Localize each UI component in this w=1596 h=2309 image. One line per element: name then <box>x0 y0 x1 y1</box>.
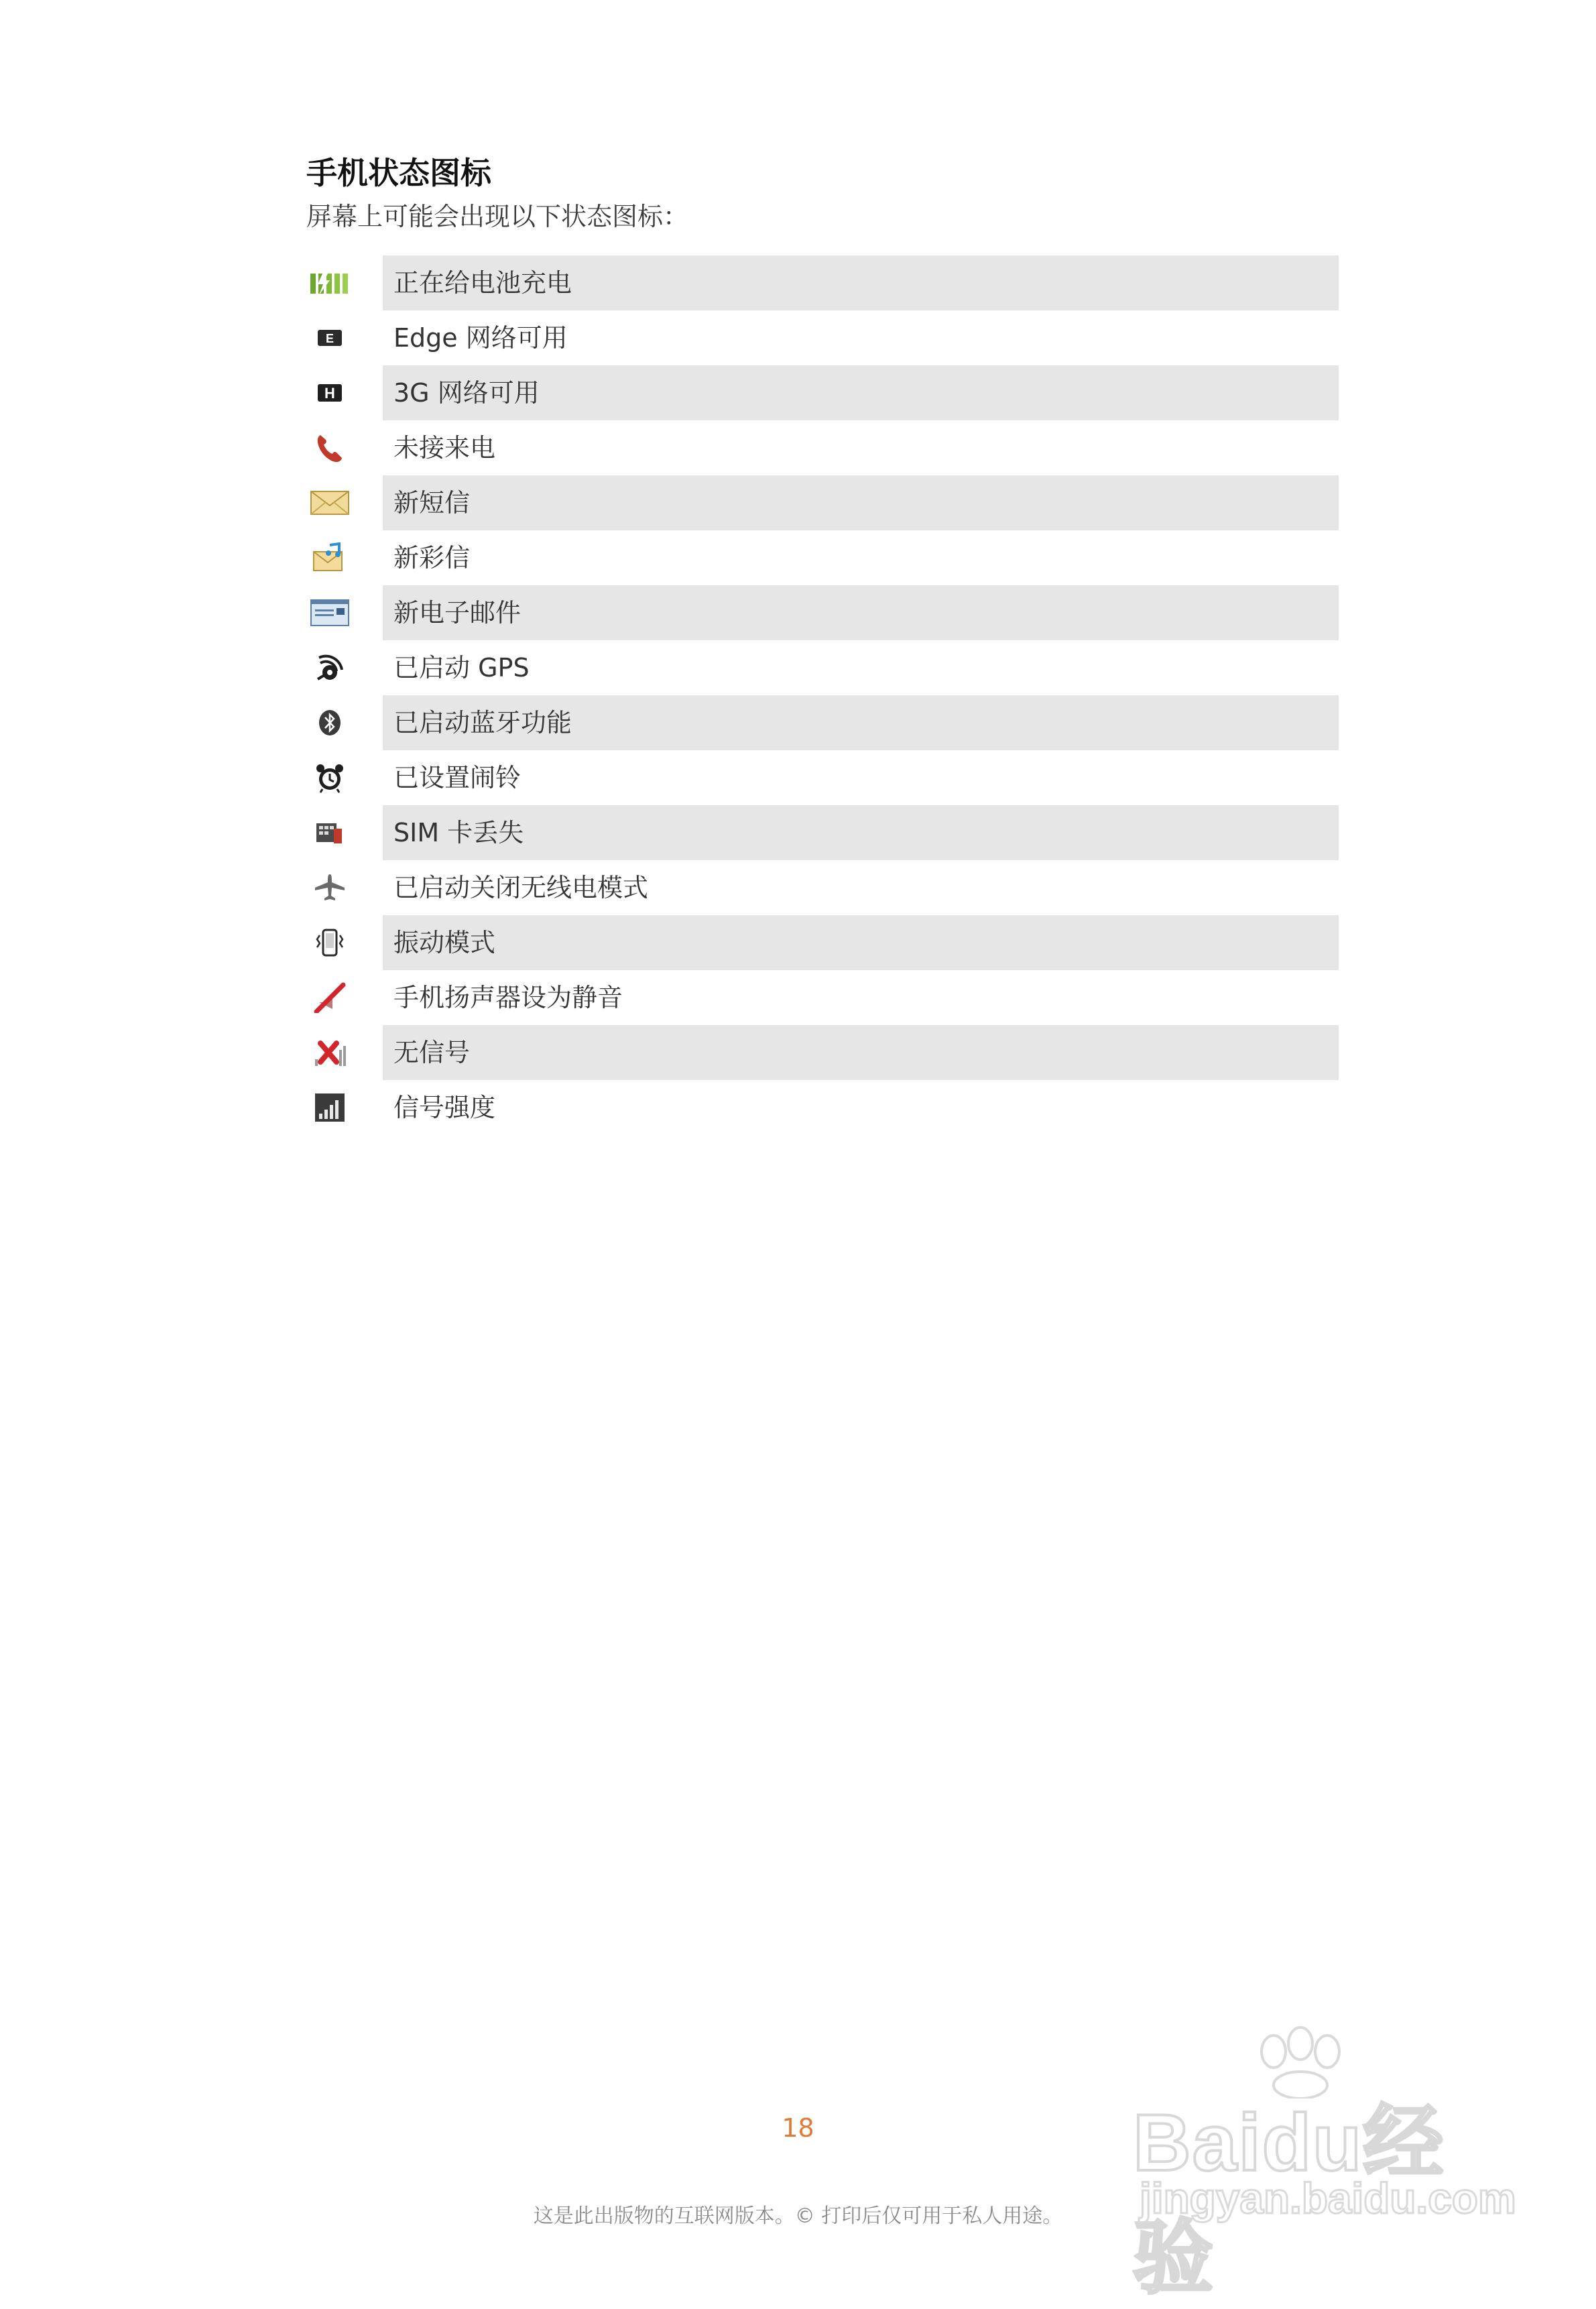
list-item <box>0 695 1596 750</box>
item-label: 无信号 <box>383 1025 1339 1080</box>
list-item <box>0 970 1596 1025</box>
item-label: 正在给电池充电 <box>383 255 1339 310</box>
page-number: 18 <box>782 2113 814 2143</box>
list-item <box>0 1080 1596 1135</box>
sms-envelope-icon <box>310 487 350 518</box>
list-item <box>0 640 1596 695</box>
item-label: 新彩信 <box>393 543 471 573</box>
svg-text:H: H <box>324 385 335 402</box>
item-label: 振动模式 <box>383 915 1339 970</box>
battery-charging-icon <box>310 268 350 298</box>
status-icon-list <box>0 255 1596 1135</box>
item-label: 已启动蓝牙功能 <box>383 695 1339 750</box>
edge-network-icon <box>310 322 350 353</box>
3g-network-icon <box>310 377 350 408</box>
item-label: Edge 网络可用 <box>393 323 568 353</box>
item-label: 手机扬声器设为静音 <box>393 983 623 1012</box>
baidu-watermark <box>1133 2025 1516 2303</box>
footer-note: 这是此出版物的互联网版本。© 打印后仅可用于私人用途。 <box>533 2204 1063 2228</box>
watermark-brand: Baidu经验 <box>1133 2098 1445 2303</box>
list-item <box>0 805 1596 860</box>
email-icon <box>310 597 350 628</box>
list-item <box>0 585 1596 640</box>
item-label: 未接来电 <box>393 433 496 463</box>
list-item <box>0 915 1596 970</box>
item-label: 3G 网络可用 <box>383 365 1339 420</box>
missed-call-icon <box>310 432 350 463</box>
watermark-url: jingyan.baidu.com <box>1140 2174 1516 2223</box>
list-item <box>0 750 1596 805</box>
item-label: 已启动关闭无线电模式 <box>393 873 649 902</box>
list-item <box>0 860 1596 915</box>
intro-text: 屏幕上可能会出现以下状态图标： <box>306 202 689 231</box>
airplane-icon <box>310 872 350 903</box>
item-label: 已设置闹铃 <box>393 763 521 792</box>
no-signal-icon <box>310 1037 350 1068</box>
alarm-clock-icon <box>310 762 350 793</box>
vibrate-icon <box>310 927 350 958</box>
list-item <box>0 255 1596 310</box>
page-title: 手机状态图标 <box>306 155 491 191</box>
speaker-muted-icon <box>310 982 350 1013</box>
list-item <box>0 310 1596 365</box>
list-item <box>0 475 1596 530</box>
list-item <box>0 365 1596 420</box>
item-label: 新电子邮件 <box>383 585 1339 640</box>
signal-strength-icon <box>310 1092 350 1123</box>
sim-missing-icon <box>310 817 350 848</box>
list-item <box>0 530 1596 585</box>
item-label: 已启动 GPS <box>393 653 530 683</box>
list-item <box>0 1025 1596 1080</box>
gps-icon <box>310 652 350 683</box>
item-label: SIM 卡丢失 <box>383 805 1339 860</box>
list-item <box>0 420 1596 475</box>
bluetooth-icon <box>310 707 350 738</box>
item-label: 新短信 <box>383 475 1339 530</box>
mms-envelope-icon <box>310 542 350 573</box>
svg-text:E: E <box>325 332 334 345</box>
item-label: 信号强度 <box>393 1093 496 1122</box>
